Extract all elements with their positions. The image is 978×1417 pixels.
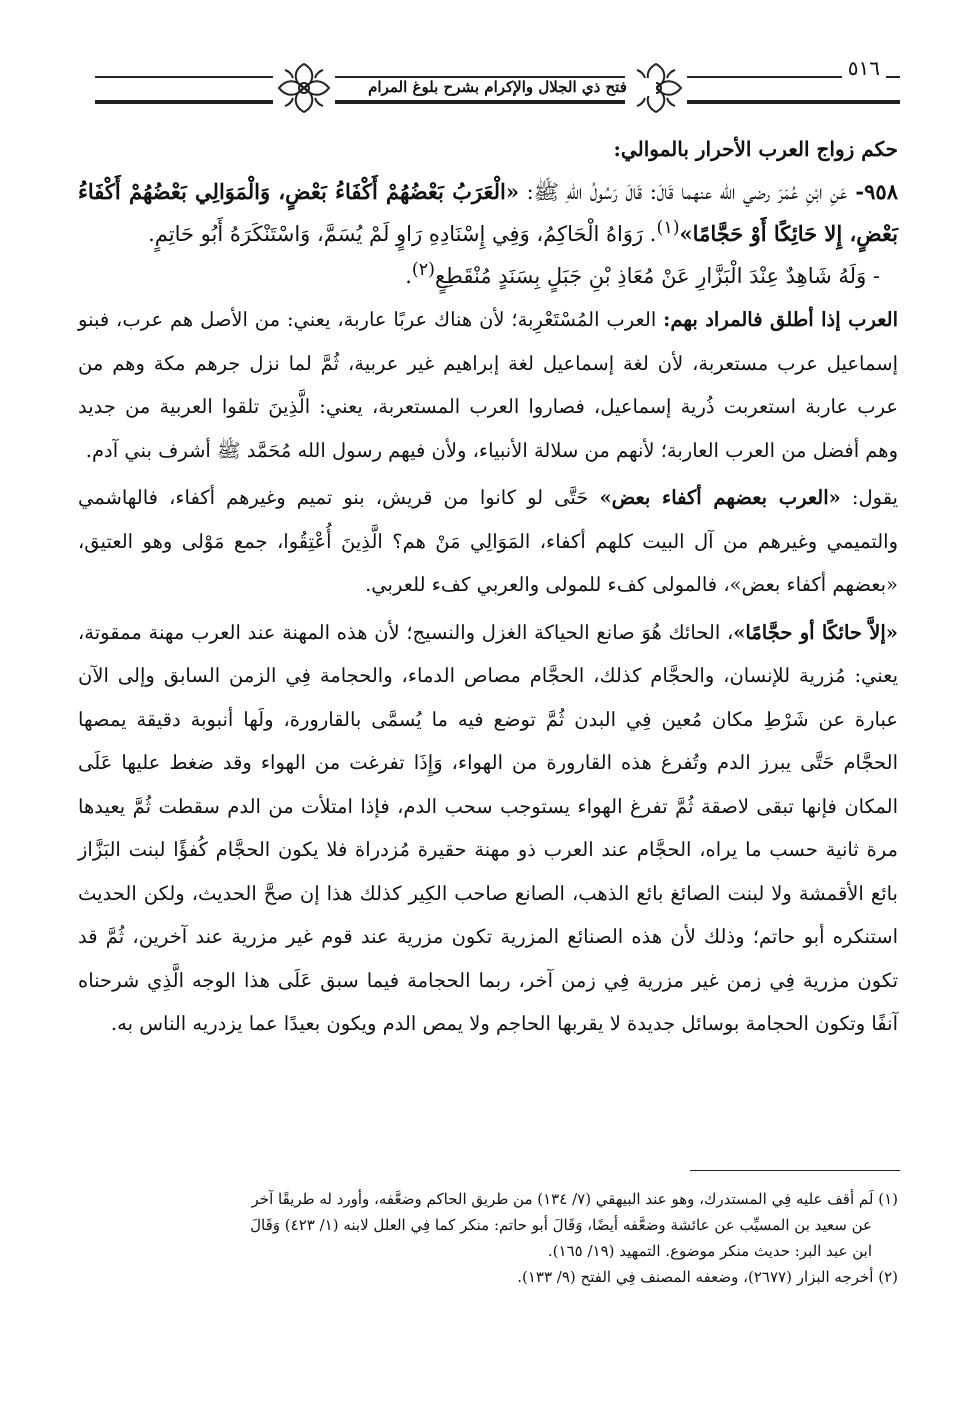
footnote-separator <box>690 1170 900 1171</box>
hadith-number: ٩٥٨- <box>847 179 898 204</box>
hadith-quote: «الْعَرَبُ بَعْضُهُمْ أَكْفَاءُ بَعْضٍ، وَالْمَوَالِي بَعْضُهُمْ أَكْفَاءُ بَعْضٍ، إِلا حَائِكًا أَوْ حَجَّامًا» <box>78 179 898 246</box>
witness-end: . <box>405 264 412 288</box>
running-title: فتح ذي الجلال والإكرام بشرح بلوغ المرام <box>340 78 656 96</box>
hadith-rest: . رَوَاهُ الْحَاكِمُ، وَفِي إِسْنَادِهِ رَاوٍ لَمْ يُسَمَّ، وَاسْتَنْكَرَهُ أَبُو حَاتِمٍ. <box>148 222 657 246</box>
footnote-1-line-3: ابن عبد البر: حديث منكر موضوع. التمهيد (١٩/ ١٦٥). <box>547 1242 872 1260</box>
paragraph-1-text: العرب المُسْتَعْرِبة؛ لأن هناك عربًا عاربة، يعني: من الأصل هم عرب، فبنو إسماعيل عرب مستعربة، لأن لغة إسماعيل لغة إبراهيم غير عربية، ثُمَّ لما نزل جرهم مكة وهم من عرب عاربة استعربت ذُرية إسماعيل، فصاروا العرب المستعربة، يعني: الَّذِينَ تلقوا العربية من جديد وهم أفضل من العرب العاربة؛ لأنهم من سلالة الأنبياء، ولأن فيهم رسول الله مُحَمَّد ﷺ أشرف بني آدم. <box>78 308 898 462</box>
main-text <box>78 128 898 1050</box>
paragraph-2-text: حَتَّى لو كانوا من قريش، بنو تميم وغيرهم أكفاء، فالهاشمي والتميمي وغيرهم من آل البيت كلهم أكفاء، المَوَالِي مَنْ هم؟ الَّذِينَ أُعْتِقُوا، جمع مَوْلى وهو العتيق، «بعضهم أكفاء بعض»، فالمولى كفء للمولى والعربي كفء للعربي. <box>78 486 898 596</box>
paragraph-2 <box>78 476 898 607</box>
footnote-ref-1: (١) <box>656 218 680 238</box>
hadith-text <box>78 174 898 252</box>
paragraph-3-text: ، الحائك هُوَ صانع الحياكة الغزل والنسيج؛ لأن هذه المهنة عند العرب مهنة ممقوتة، يعني: مُزرية للإنسان، والحجَّام كذلك، الحجَّام مصاص الدماء، والحجامة فِي الزمن السابق وإلى الآن عبارة عن شَرْطِ مكان مُعين فِي البدن ثُمَّ توضع فيه ما يُسمَّى بالقارورة، ولَها أنبوبة دقيقة يمصها الحجَّام حَتَّى يبرز الدم وتُفرغ هذه القارورة من الهواء، وَإِذَا تفرغت من الهواء وقد ضغط عليها عَلَى المكان فإنها تبقى لاصقة ثُمَّ تفرغ الهواء يستوجب سحب الدم، فإذا امتلأت من الدم سقطت ثُمَّ يعيدها مرة ثانية حسب ما يراه، الحجَّام عند العرب ذو مهنة حقيرة مُزدراة فلا يكون الحجَّام كُفؤًا لبنت البَزَّاز بائع الأقمشة ولا لبنت الصائغ بائع الذهب، الصانع صاحب الكِير كذلك هذا إن صحَّ الحديث، ولكن الحديث استنكره أبو حاتم؛ وذلك لأن هذه الصنائع المزرية تكون مزرية عند قوم غير مزرية عند آخرين، ثُمَّ قد تكون مزرية فِي زمن غير مزرية فِي زمن آخر، ربما الحجامة فيما سبق عَلَى هذا الوجه الَّذِي شرحناه آنفًا وتكون الحجامة بوسائل جديدة لا يقربها الحاجم ولا يمص الدم ويكون بعيدًا عما يزدريه الناس به. <box>78 620 898 1035</box>
page-number: ٥١٦ <box>842 56 886 80</box>
paragraph-1-lead: العرب إذا أطلق فالمراد بهم: <box>663 308 898 331</box>
footnotes <box>78 1186 898 1290</box>
paragraph-2-lead: يقول: <box>840 486 898 509</box>
hadith-witness <box>78 252 898 294</box>
footnote-1-line-2: عن سعيد بن المسيِّب عن عائشة وضعَّفه أيضًا، وَقَالَ أبو حاتم: منكر كما فِي العلل لابنه (١/ ٤٢٣) وَقَالَ <box>250 1216 872 1234</box>
section-heading: حكم زواج العرب الأحرار بالموالي: <box>613 137 898 161</box>
footnote-1-line-1: (١) لَم أقف عليه فِي المستدرك، وهو عند البيهقي (٧/ ١٣٤) من طريق الحاكم وضعَّفه، وأورد له طريقًا آخر <box>251 1190 898 1208</box>
paragraph-2-quote: «العرب بعضهم أكفاء بعض» <box>599 486 841 509</box>
hadith-narration: عَنِ ابْنِ عُمَرَ رضي الله عنهما قَالَ: قَالَ رَسُولُ اللهِ ﷺ: <box>518 180 848 204</box>
running-header <box>95 56 900 120</box>
paragraph-3-quote: «إلاَّ حائكًا أو حجَّامًا» <box>733 620 898 644</box>
footnote-2: (٢) أخرجه البزار (٢٦٧٧)، وضعفه المصنف فِي الفتح (٩/ ١٣٣). <box>517 1268 898 1286</box>
ornament-left-icon <box>273 60 335 116</box>
paragraph-1 <box>78 298 898 472</box>
paragraph-3 <box>78 611 898 1046</box>
header-rule-bottom <box>95 100 900 104</box>
footnote-ref-2: (٢) <box>411 260 435 280</box>
footnote-1 <box>78 1186 898 1264</box>
witness-text: - وَلَهُ شَاهِدٌ عِنْدَ الْبَزَّارِ عَنْ مُعَاذِ بْنِ جَبَلٍ بِسَنَدٍ مُنْقَطِعٍ <box>434 264 880 288</box>
